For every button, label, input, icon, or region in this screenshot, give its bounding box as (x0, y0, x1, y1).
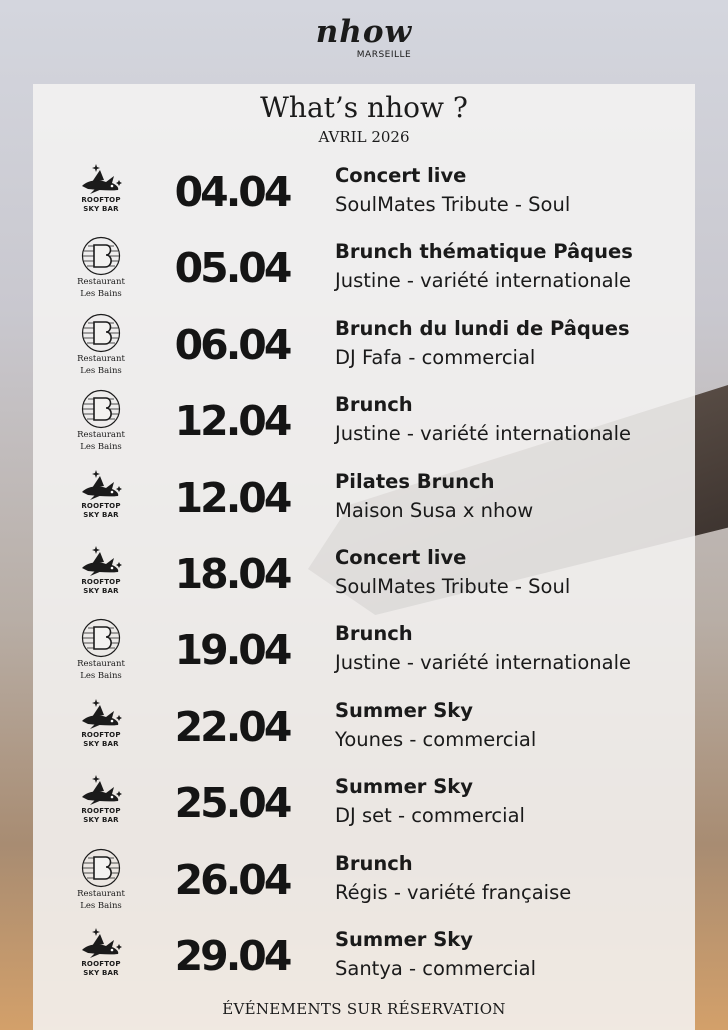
event-title: Brunch thématique Pâques (335, 240, 633, 264)
venue-name-line1: ROOFTOP (81, 807, 121, 816)
event-details (335, 238, 685, 296)
event-row (33, 156, 695, 232)
events-card (33, 84, 695, 1030)
event-details (335, 162, 685, 220)
event-subtitle: Younes - commercial (335, 727, 537, 751)
venue-name-line1: Restaurant (77, 353, 125, 364)
event-row (33, 920, 695, 996)
venue-logo (67, 466, 135, 534)
event-title: Brunch du lundi de Pâques (335, 316, 630, 340)
venue-name-line1: Restaurant (77, 430, 125, 441)
event-date: 22.04 (174, 702, 290, 751)
event-subtitle: Justine - variété internationale (335, 422, 632, 446)
reservation-note: ÉVÉNEMENTS SUR RÉSERVATION (222, 1000, 506, 1018)
flying-fish-icon (74, 771, 128, 807)
event-details (335, 391, 685, 449)
event-row (33, 232, 695, 308)
venue-name-line2: SKY BAR (83, 739, 119, 748)
venue-name-line2: SKY BAR (83, 586, 119, 595)
event-date: 29.04 (174, 931, 290, 980)
event-row (33, 844, 695, 920)
event-details (335, 315, 685, 373)
venue-name-line2: Les Bains (80, 289, 122, 300)
flying-fish-icon (74, 466, 128, 502)
event-subtitle: SoulMates Tribute - Soul (335, 574, 571, 598)
venue-logo (67, 618, 135, 686)
event-subtitle: Justine - variété internationale (335, 651, 632, 675)
event-subtitle: Maison Susa x nhow (335, 498, 534, 522)
brand-logo (0, 12, 728, 60)
venue-name-line1: ROOFTOP (81, 730, 121, 739)
event-details (335, 468, 685, 526)
venue-logo (67, 389, 135, 457)
brand-name: nhow (315, 14, 413, 50)
event-subtitle: DJ set - commercial (335, 804, 525, 828)
venue-name-line1: Restaurant (77, 659, 125, 670)
event-date: 04.04 (174, 168, 290, 216)
venue-name-line1: ROOFTOP (81, 959, 121, 968)
event-details (335, 697, 685, 755)
event-title: Summer Sky (335, 927, 473, 951)
restaurant-les-bains-logo (79, 313, 123, 353)
event-details (335, 773, 685, 831)
venue-name-line2: Les Bains (80, 900, 122, 911)
restaurant-les-bains-logo (79, 236, 123, 276)
venue-logo (67, 695, 135, 763)
event-title: Concert live (335, 164, 467, 187)
brand-city: MARSEILLE (356, 50, 412, 60)
venue-logo (67, 771, 135, 839)
venue-name-line2: SKY BAR (83, 816, 119, 825)
event-row (33, 538, 695, 614)
venue-logo (67, 236, 135, 304)
flying-fish-icon (74, 160, 128, 196)
flying-fish-icon (74, 542, 128, 578)
venue-logo (67, 160, 135, 228)
event-date: 19.04 (174, 626, 290, 675)
event-row (33, 691, 695, 767)
venue-name-line2: Les Bains (80, 671, 122, 682)
venue-name-line2: SKY BAR (83, 510, 119, 519)
event-date: 06.04 (174, 320, 290, 369)
event-title: Brunch (335, 851, 413, 875)
event-subtitle: Justine - variété internationale (335, 269, 632, 293)
venue-name-line1: ROOFTOP (81, 501, 121, 510)
event-date: 12.04 (174, 473, 290, 522)
event-subtitle: DJ Fafa - commercial (335, 345, 536, 369)
venue-logo (67, 848, 135, 916)
event-date: 18.04 (174, 549, 290, 598)
event-subtitle: SoulMates Tribute - Soul (335, 193, 571, 216)
event-subtitle: Santya - commercial (335, 956, 536, 980)
event-row (33, 614, 695, 690)
page-title: What’s nhow ? (260, 91, 468, 124)
event-title: Summer Sky (335, 698, 473, 722)
event-details (335, 620, 685, 678)
restaurant-les-bains-logo (79, 848, 123, 888)
venue-name-line2: SKY BAR (83, 205, 119, 213)
venue-name-line2: Les Bains (80, 442, 122, 453)
venue-name-line2: Les Bains (80, 365, 122, 376)
event-subtitle: Régis - variété française (335, 880, 572, 904)
event-row (33, 309, 695, 385)
venue-logo (67, 542, 135, 610)
event-title: Brunch (335, 393, 413, 417)
event-title: Summer Sky (335, 775, 473, 799)
venue-logo (67, 313, 135, 381)
event-date: 12.04 (174, 397, 290, 446)
event-title: Brunch (335, 622, 413, 646)
event-row (33, 385, 695, 461)
restaurant-les-bains-logo (79, 389, 123, 429)
event-row (33, 462, 695, 538)
event-details (335, 926, 685, 984)
venue-name-line2: SKY BAR (83, 968, 119, 977)
event-row (33, 767, 695, 843)
event-title: Pilates Brunch (335, 469, 495, 493)
event-details (335, 544, 685, 602)
event-date: 05.04 (174, 244, 290, 293)
event-date: 26.04 (174, 855, 290, 904)
flying-fish-icon (74, 695, 128, 731)
events-list (33, 156, 695, 996)
venue-logo (67, 924, 135, 992)
event-date: 25.04 (174, 779, 290, 828)
flying-fish-icon (74, 924, 128, 960)
month-label: AVRIL 2026 (318, 128, 410, 146)
restaurant-les-bains-logo (79, 618, 123, 658)
venue-name-line1: Restaurant (77, 277, 125, 288)
event-title: Concert live (335, 545, 467, 569)
venue-name-line1: Restaurant (77, 888, 125, 899)
event-details (335, 850, 685, 908)
venue-name-line1: ROOFTOP (81, 577, 121, 586)
venue-name-line1: ROOFTOP (81, 196, 121, 204)
